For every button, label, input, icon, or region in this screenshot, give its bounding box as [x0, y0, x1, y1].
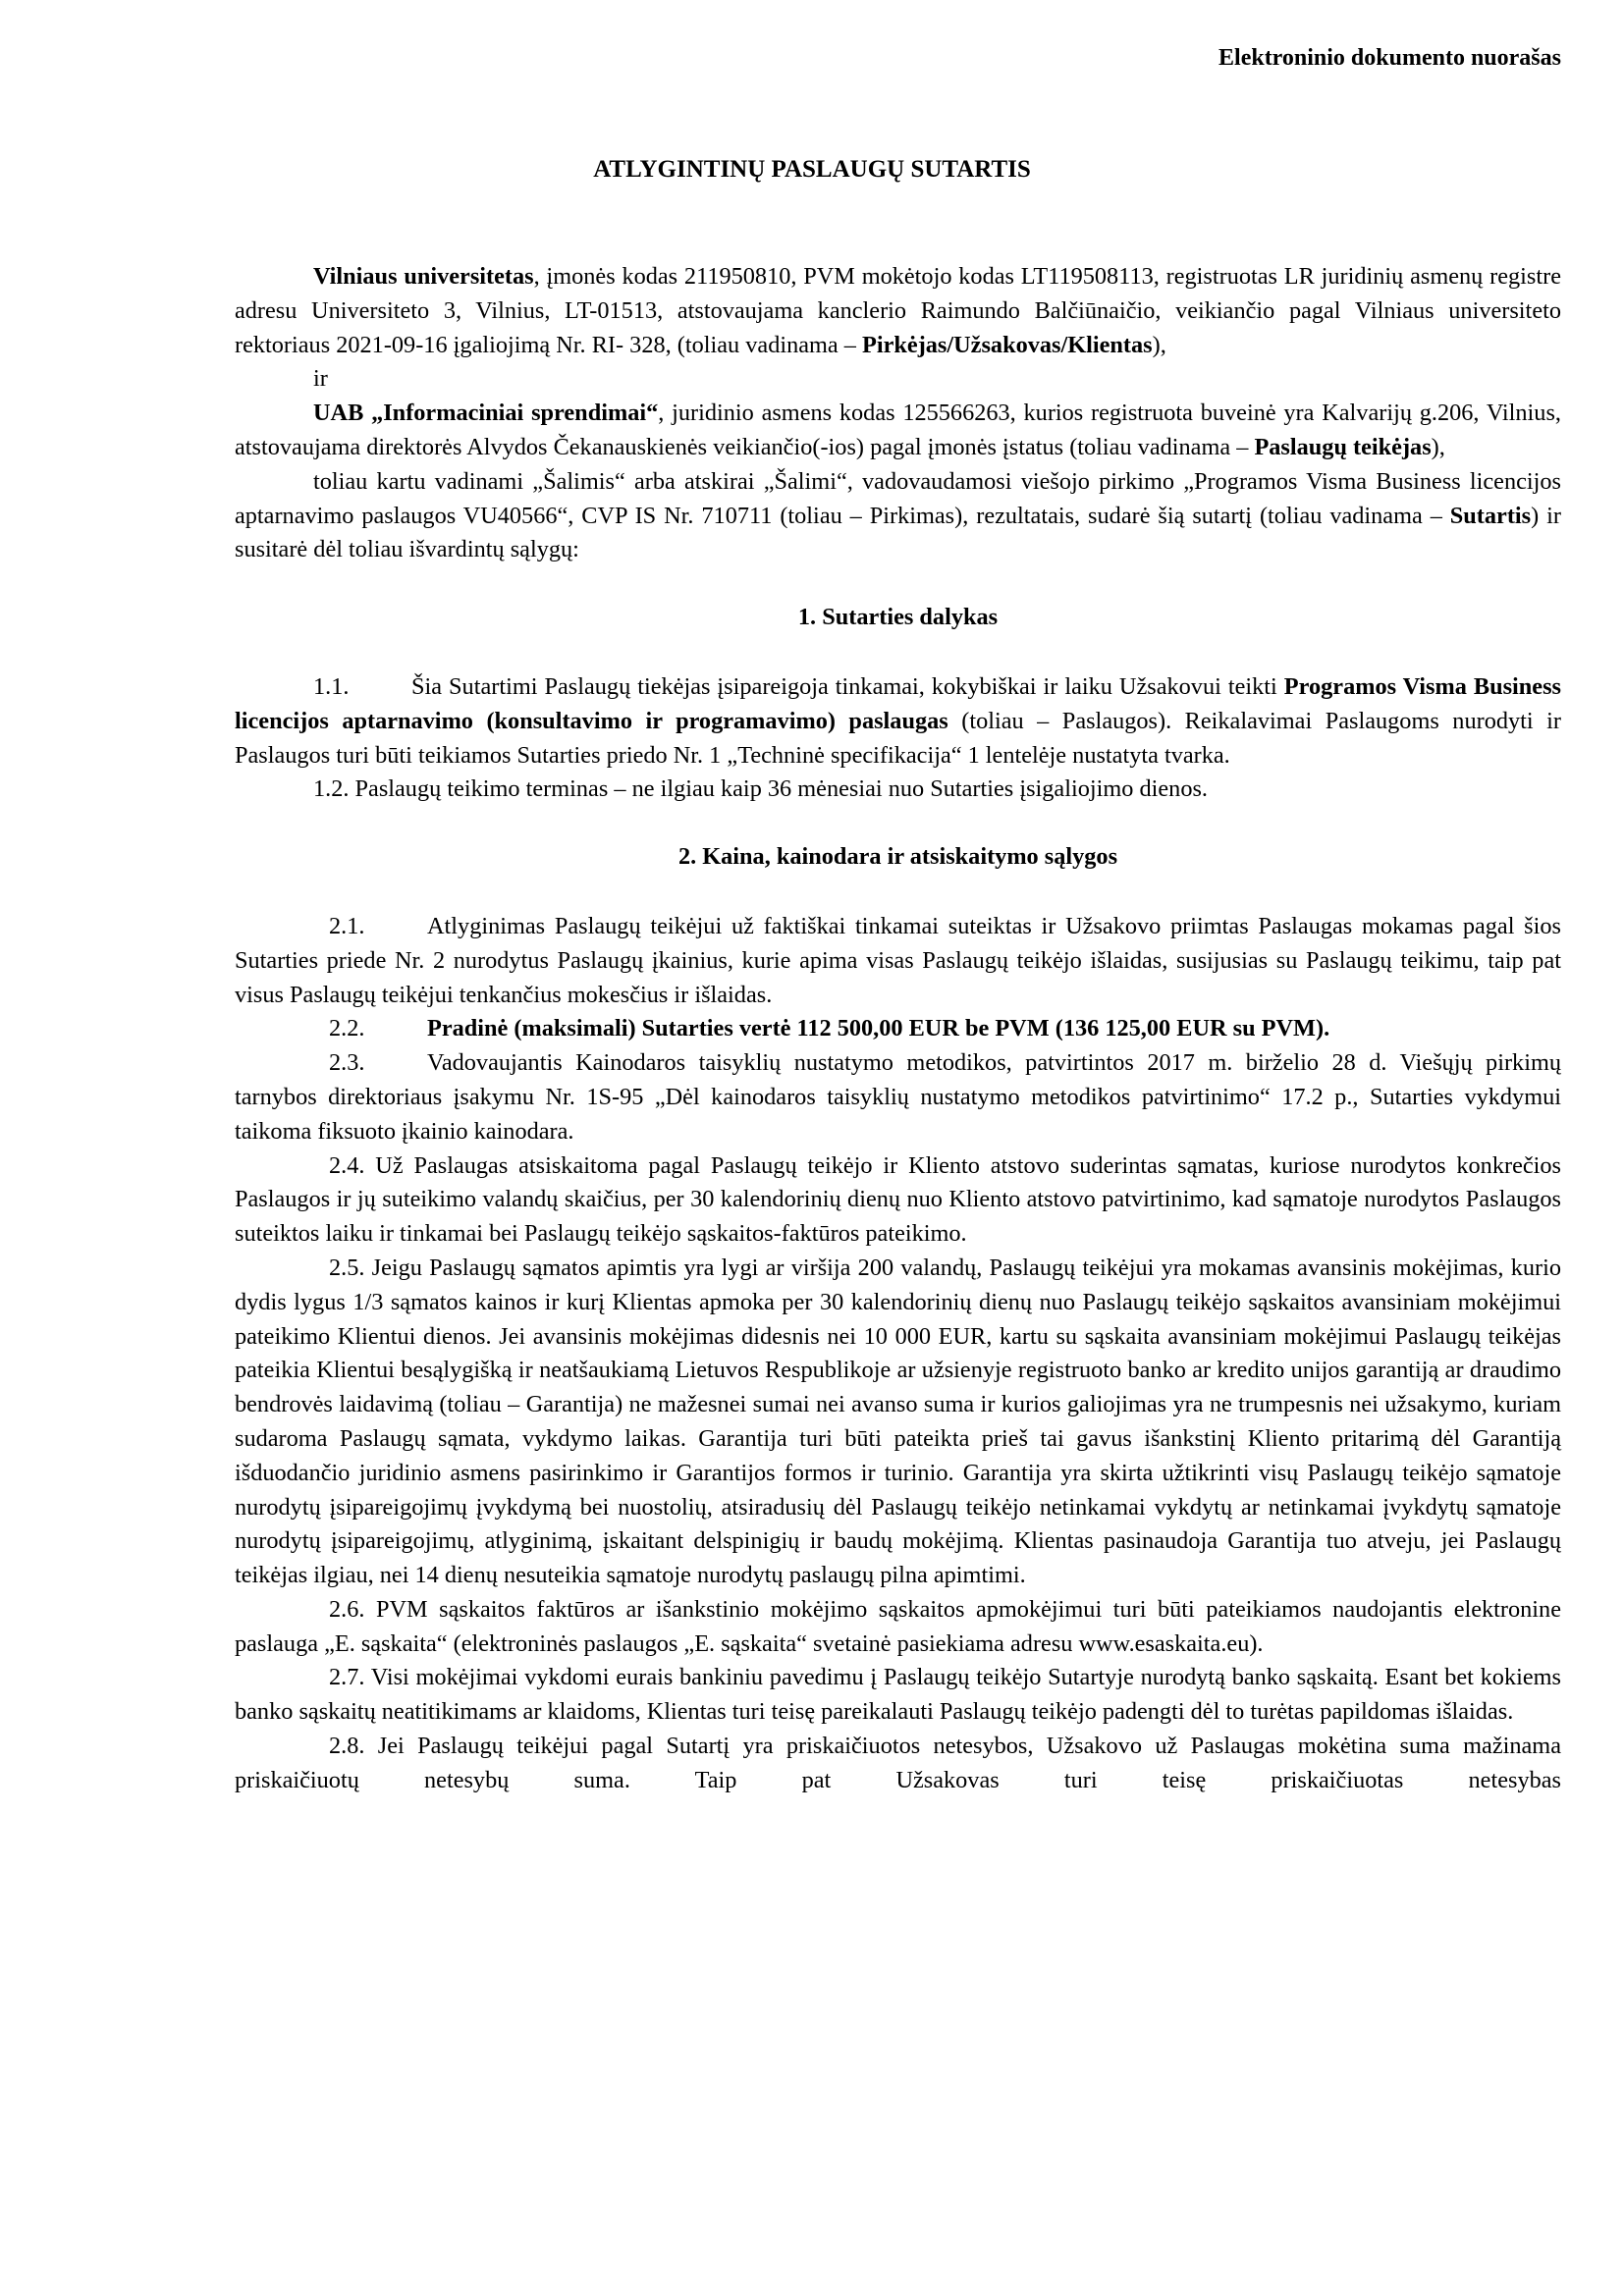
- provider-name: UAB „Informaciniai sprendimai“: [313, 400, 659, 427]
- clause-2-3: [235, 1046, 1561, 1148]
- clause-text: Vadovaujantis Kainodaros taisyklių nustatymo metodikos, patvirtintos 2017 m. birželio 28 d. Viešųjų pirkimų tarnybos direktoriaus įsakymu Nr. 1S-95 „Dėl kainodaros taisyklių nustatymo metodikos patvirtinimo“ 17.2 p., Sutarties vykdymui taikoma fiksuoto įkainio kainodara.: [235, 1049, 1561, 1145]
- party-buyer-paragraph: [235, 260, 1561, 362]
- contract-value: Pradinė (maksimali) Sutarties vertė 112 500,00 EUR be PVM (136 125,00 EUR su PVM).: [427, 1015, 1330, 1042]
- buyer-details: , įmonės kodas 211950810, PVM mokėtojo kodas LT119508113, registruotas LR juridinių asmenų registre adresu Universiteto 3, Vilnius, LT-01513, atstovaujama kanclerio Raimundo Balčiūnaičio, veikiančio pagal Vilniaus universiteto rektoriaus 2021-09-16 įgaliojimą Nr. RI- 328, (toliau vadinama –: [235, 263, 1561, 358]
- service-name: Programos Visma Business licencijos aptarnavimo (konsultavimo ir programavimo) paslaugas: [235, 672, 1561, 734]
- clause-2-7: 2.7. Visi mokėjimai vykdomi eurais bankiniu pavedimu į Paslaugų teikėjo Sutartyje nurodytą banko sąskaitą. Esant bet kokiems banko sąskaitų neatitikimams ar klaidoms, Klientas turi teisę pareikalauti Paslaugų teikėjo padengti dėl to turėtas papildomas išlaidas.: [235, 1664, 1561, 1726]
- document-title: ATLYGINTINŲ PASLAUGŲ SUTARTIS: [593, 156, 1031, 183]
- electronic-copy-note: Elektroninio dokumento nuorašas: [1218, 45, 1561, 71]
- buyer-name: Vilniaus universitetas: [313, 263, 534, 290]
- clause-2-5: 2.5. Jeigu Paslaugų sąmatos apimtis yra lygi ar viršija 200 valandų, Paslaugų teikėjui yra mokamas avansinis mokėjimas, kurio dydis lygus 1/3 sąmatos kainos ir kurį Klientas apmoka per 30 kalendorinių dienų nuo Paslaugų teikėjo sąskaitos avansiniam mokėjimui pateikimo Klientui dienos. Jei avansinis mokėjimas didesnis nei 10 000 EUR, kartu su sąskaita avansiniam mokėjimui Paslaugų teikėjas pateikia Klientui besąlygišką ir neatšaukiamą Lietuvos Respublikoje ar užsienyje registruoto banko ar kredito unijos garantiją ar draudimo bendrovės laidavimą (toliau – Garantija) ne mažesnei sumai nei avanso suma ir kurios galiojimas yra ne trumpesnis nei užsakymo, kuriam sudaroma Paslaugų sąmata, vykdymo laikas. Garantija turi būti pateikta prieš tai gavus išankstinį Kliento pritarimą dėl Garantiją išduodančio juridinio asmens pasirinkimo ir Garantijos formos ir turinio. Garantija yra skirta užtikrinti visų Paslaugų teikėjo sąmatoje nurodytų įsipareigojimų įvykdymą bei nuostolių, atsiradusių dėl Paslaugų teikėjo netinkamai vykdytų ar netinkamai įvykdytų sąmatoje nurodytų įsipareigojimų, atlyginimą, įskaitant delspinigių ir baudų mokėjimą. Klientas pasinaudoja Garantija tuo atveju, jei Paslaugų teikėjas ilgiau, nei 14 dienų nesuteikia sąmatoje nurodytų paslaugų pilna apimtimi.: [235, 1254, 1561, 1589]
- contract-term: Sutartis: [1449, 502, 1532, 529]
- provider-tail: ),: [1431, 433, 1445, 460]
- document-body: [235, 260, 1561, 1798]
- buyer-tail: ),: [1152, 331, 1166, 358]
- conjunction-and: ir: [313, 365, 328, 393]
- clause-number: 1.1.: [313, 672, 350, 700]
- clause-1-2: 1.2. Paslaugų teikimo terminas – ne ilgiau kaip 36 mėnesiai nuo Sutarties įsigaliojimo dienos.: [313, 775, 1209, 803]
- clause-1-1: [235, 670, 1561, 773]
- provider-role: Paslaugų teikėjas: [1254, 433, 1432, 460]
- clause-text: Atlyginimas Paslaugų teikėjui už faktiškai tinkamai suteiktas ir Užsakovo priimtas Paslaugas mokamas pagal šios Sutarties priede Nr. 2 nurodytus Paslaugų įkainius, kurie apima visas Paslaugų teikėjo išlaidas, susijusias su Paslaugų teikimu, taip pat visus Paslaugų teikėjui tenkančius mokesčius ir išlaidas.: [235, 912, 1561, 1008]
- joint-tail: ) ir susitarė dėl toliau išvardintų sąlygų:: [235, 502, 1561, 563]
- clause-text: Šia Sutartimi Paslaugų tiekėjas įsipareigoja tinkamai, kokybiškai ir laiku Užsakovui teikti: [411, 672, 1284, 700]
- clause-text: 2.6. PVM sąskaitos faktūros ar išankstinio mokėjimo sąskaitos apmokėjimui turi būti pateikiamos naudojantis elektronine paslauga „E. sąskaita“ (elektroninės paslaugos „E. sąskaita“ svetainė pasiekiama adresu www.esaskaita.eu).: [235, 1595, 1561, 1657]
- provider-details: , juridinio asmens kodas 125566263, kurios registruota buveinė yra Kalvarijų g.206, Vilnius, atstovaujama direktorės Alvydos Čekanauskienės veikiančio(-ios) pagal įmonės įstatus (toliau vadinama –: [235, 400, 1561, 460]
- clause-2-2: [235, 1012, 1561, 1046]
- section-heading-2: 2. Kaina, kainodara ir atsiskaitymo sąlygos: [677, 843, 1118, 871]
- clause-2-1: [235, 910, 1561, 1012]
- clause-text: (toliau – Paslaugos). Reikalavimai Paslaugoms nurodyti ir Paslaugos turi būti teikiamos Sutarties priedo Nr. 1 „Techninė specifikacija“ 1 lentelėje nustatyta tvarka.: [235, 707, 1561, 769]
- clause-number: 2.2.: [329, 1015, 365, 1042]
- clause-number: 2.3.: [329, 1049, 365, 1077]
- parties-joint-paragraph: [235, 465, 1561, 567]
- clause-number: 2.1.: [329, 912, 365, 939]
- clause-2-4: 2.4. Už Paslaugas atsiskaitoma pagal Paslaugų teikėjo ir Kliento atstovo suderintas sąmatas, kuriose nurodytos konkrečios Paslaugos ir jų suteikimo valandų skaičius, per 30 kalendorinių dienų nuo Kliento atstovo patvirtinimo, kad sąmatoje nurodytos Paslaugos suteiktos laiku ir tinkamai bei Paslaugų teikėjo sąskaitos-faktūros pateikimo.: [235, 1151, 1561, 1248]
- buyer-role: Pirkėjas/Užsakovas/Klientas: [862, 331, 1153, 358]
- clause-2-6: [235, 1593, 1561, 1662]
- clause-2-8: 2.8. Jei Paslaugų teikėjui pagal Sutartį yra priskaičiuotos netesybos, Užsakovo už Paslaugas mokėtina suma mažinama priskaičiuotų netesybų suma. Taip pat Užsakovas turi teisę priskaičiuotas netesybas: [235, 1733, 1561, 1793]
- section-heading-1: 1. Sutarties dalykas: [797, 604, 999, 631]
- joint-text: toliau kartu vadinami „Šalimis“ arba atskirai „Šalimi“, vadovaudamosi viešojo pirkimo „Programos Visma Business licencijos aptarnavimo paslaugos VU40566“, CVP IS Nr. 710711 (toliau – Pirkimas), rezultatais, sudarė šią sutartį (toliau vadinama –: [235, 467, 1561, 529]
- party-provider-paragraph: [235, 397, 1561, 465]
